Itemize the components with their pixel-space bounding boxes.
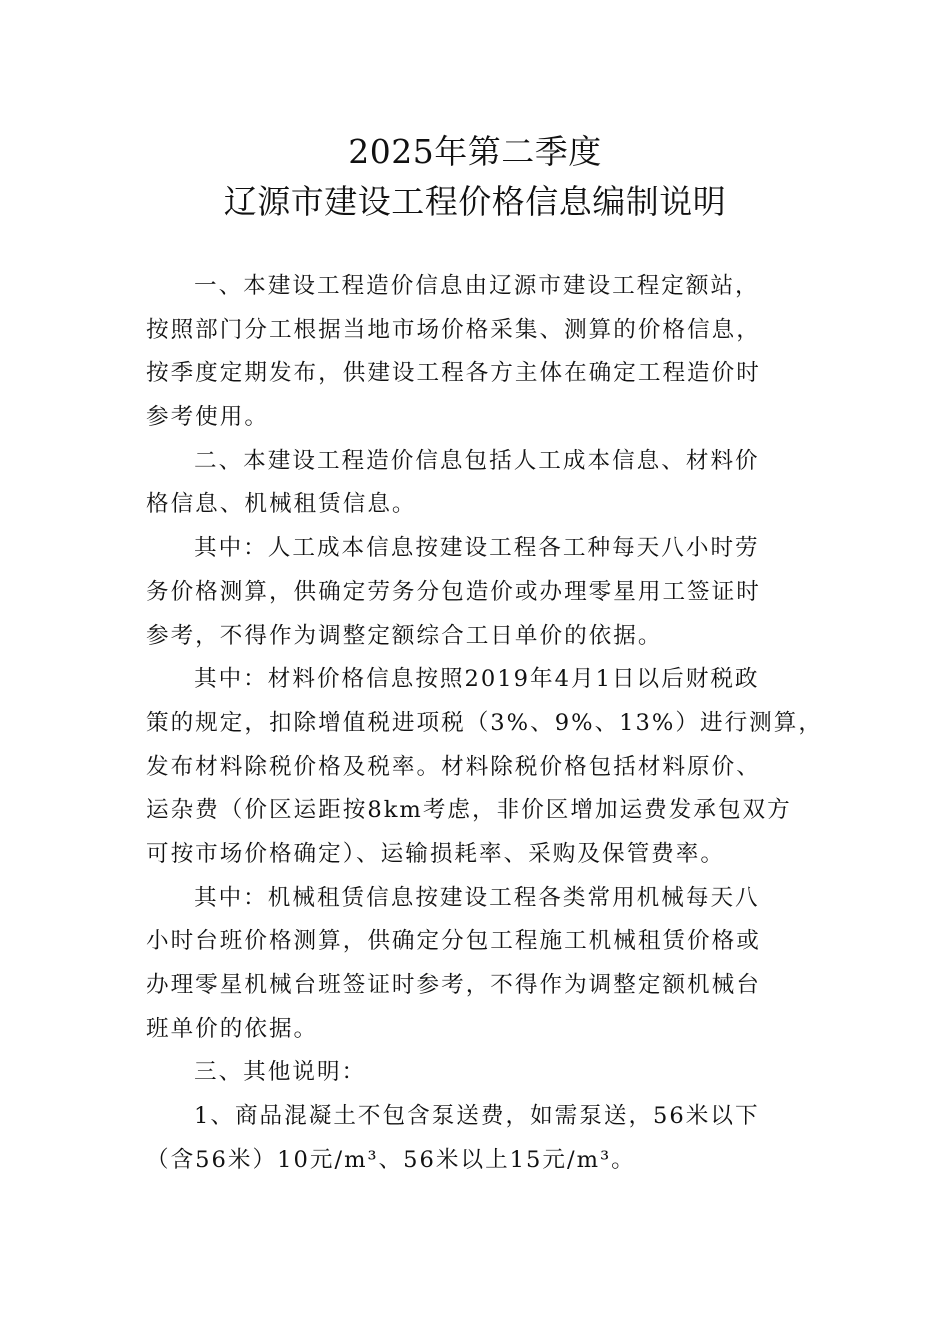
paragraph-line: 办理零星机械台班签证时参考，不得作为调整定额机械台: [146, 972, 761, 998]
paragraph-line: 一、本建设工程造价信息由辽源市建设工程定额站，: [194, 273, 760, 299]
paragraph-line: 班单价的依据。: [146, 1015, 319, 1042]
paragraph-line: 其中：人工成本信息按建设工程各工种每天八小时劳: [194, 535, 760, 562]
paragraph-line: 1、商品混凝土不包含泵送费，如需泵送，56米以下: [194, 1103, 760, 1130]
document-title-line2: 辽源市建设工程价格信息编制说明: [223, 182, 727, 221]
paragraph-line: 其中：机械租赁信息按建设工程各类常用机械每天八: [194, 884, 760, 911]
paragraph-line: 三、其他说明：: [194, 1059, 367, 1086]
paragraph-line: 参考，不得作为调整定额综合工日单价的依据。: [146, 622, 663, 649]
paragraph-line: 格信息、机械租赁信息。: [146, 491, 417, 518]
paragraph-line: 务价格测算，供确定劳务分包造价或办理零星用工签证时: [146, 578, 761, 605]
paragraph-line: 小时台班价格测算，供确定分包工程施工机械租赁价格或: [146, 928, 761, 955]
paragraph-line: 策的规定，扣除增值税进项税（3%、9%、13%）进行测算，: [146, 709, 823, 736]
paragraph-line: 参考使用。: [146, 404, 269, 431]
paragraph-line: 其中：材料价格信息按照2019年4月1日以后财税政: [194, 666, 760, 693]
paragraph-line: 按季度定期发布，供建设工程各方主体在确定工程造价时: [146, 360, 761, 387]
document-body: [146, 265, 823, 1182]
paragraph-line: 按照部门分工根据当地市场价格采集、测算的价格信息，: [146, 316, 761, 343]
document-title-line1: 2025年第二季度: [348, 132, 602, 171]
paragraph-line: 发布材料除税价格及税率。材料除税价格包括材料原价、: [146, 753, 761, 780]
paragraph-line: 二、本建设工程造价信息包括人工成本信息、材料价: [194, 447, 760, 474]
paragraph-line: 运杂费（价区运距按8km考虑，非价区增加运费发承包双方: [146, 797, 792, 824]
paragraph-line: （含56米）10元/m³、56米以上15元/m³。: [146, 1146, 636, 1173]
paragraph-line: 可按市场价格确定）、运输损耗率、采购及保管费率。: [146, 840, 725, 867]
